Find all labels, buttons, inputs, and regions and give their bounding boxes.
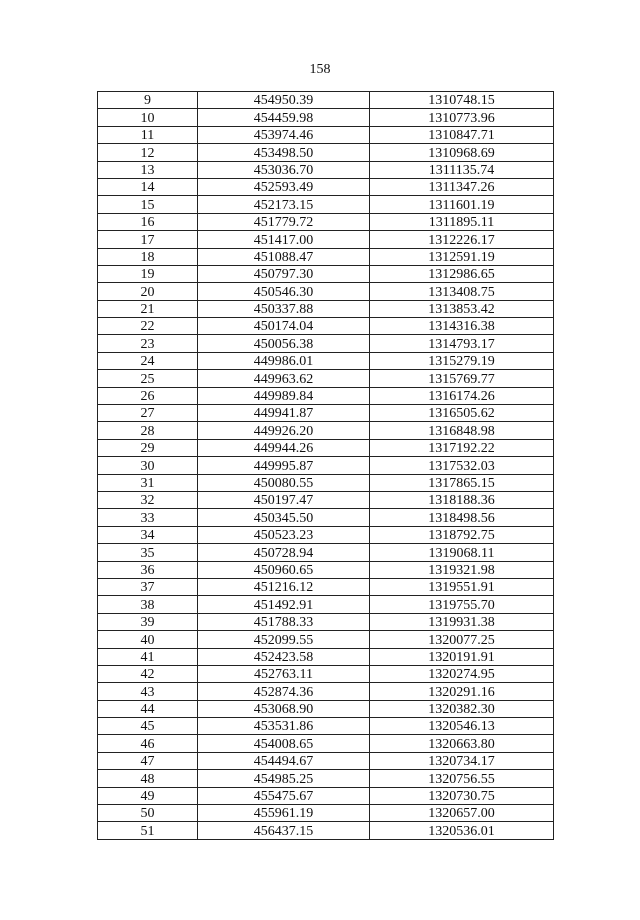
point-number-cell: 28 xyxy=(98,422,198,439)
point-number-cell: 34 xyxy=(98,526,198,543)
table-row xyxy=(98,474,554,491)
table-row xyxy=(98,787,554,804)
point-number-cell: 38 xyxy=(98,596,198,613)
table-row xyxy=(98,405,554,422)
x-coordinate-cell: 451417.00 xyxy=(198,231,370,248)
point-number-cell: 30 xyxy=(98,457,198,474)
table-row xyxy=(98,561,554,578)
table-row xyxy=(98,161,554,178)
x-coordinate-cell: 453974.46 xyxy=(198,126,370,143)
table-row xyxy=(98,822,554,839)
table-row xyxy=(98,283,554,300)
y-coordinate-cell: 1319321.98 xyxy=(370,561,554,578)
y-coordinate-cell: 1312591.19 xyxy=(370,248,554,265)
table-row xyxy=(98,457,554,474)
y-coordinate-cell: 1320382.30 xyxy=(370,700,554,717)
x-coordinate-cell: 454985.25 xyxy=(198,770,370,787)
x-coordinate-cell: 451779.72 xyxy=(198,213,370,230)
x-coordinate-cell: 449941.87 xyxy=(198,405,370,422)
x-coordinate-cell: 449944.26 xyxy=(198,439,370,456)
y-coordinate-cell: 1319551.91 xyxy=(370,578,554,595)
y-coordinate-cell: 1310968.69 xyxy=(370,144,554,161)
x-coordinate-cell: 453531.86 xyxy=(198,718,370,735)
point-number-cell: 35 xyxy=(98,544,198,561)
point-number-cell: 40 xyxy=(98,631,198,648)
y-coordinate-cell: 1316848.98 xyxy=(370,422,554,439)
point-number-cell: 12 xyxy=(98,144,198,161)
point-number-cell: 20 xyxy=(98,283,198,300)
x-coordinate-cell: 450960.65 xyxy=(198,561,370,578)
table-row xyxy=(98,491,554,508)
table-row xyxy=(98,700,554,717)
y-coordinate-cell: 1320734.17 xyxy=(370,752,554,769)
x-coordinate-cell: 450197.47 xyxy=(198,491,370,508)
y-coordinate-cell: 1320291.16 xyxy=(370,683,554,700)
point-number-cell: 39 xyxy=(98,613,198,630)
table-row xyxy=(98,231,554,248)
y-coordinate-cell: 1320274.95 xyxy=(370,665,554,682)
coordinate-table xyxy=(97,91,554,840)
x-coordinate-cell: 453498.50 xyxy=(198,144,370,161)
x-coordinate-cell: 449926.20 xyxy=(198,422,370,439)
table-row xyxy=(98,178,554,195)
point-number-cell: 9 xyxy=(98,92,198,109)
point-number-cell: 43 xyxy=(98,683,198,700)
x-coordinate-cell: 453068.90 xyxy=(198,700,370,717)
table-row xyxy=(98,370,554,387)
x-coordinate-cell: 454459.98 xyxy=(198,109,370,126)
x-coordinate-cell: 454494.67 xyxy=(198,752,370,769)
point-number-cell: 18 xyxy=(98,248,198,265)
point-number-cell: 42 xyxy=(98,665,198,682)
table-row xyxy=(98,422,554,439)
y-coordinate-cell: 1317192.22 xyxy=(370,439,554,456)
table-row xyxy=(98,126,554,143)
point-number-cell: 37 xyxy=(98,578,198,595)
y-coordinate-cell: 1320756.55 xyxy=(370,770,554,787)
y-coordinate-cell: 1314793.17 xyxy=(370,335,554,352)
point-number-cell: 11 xyxy=(98,126,198,143)
table-row xyxy=(98,665,554,682)
table-row xyxy=(98,92,554,109)
x-coordinate-cell: 451088.47 xyxy=(198,248,370,265)
x-coordinate-cell: 451492.91 xyxy=(198,596,370,613)
y-coordinate-cell: 1310773.96 xyxy=(370,109,554,126)
point-number-cell: 26 xyxy=(98,387,198,404)
point-number-cell: 22 xyxy=(98,318,198,335)
table-row xyxy=(98,335,554,352)
table-row xyxy=(98,752,554,769)
y-coordinate-cell: 1320546.13 xyxy=(370,718,554,735)
point-number-cell: 44 xyxy=(98,700,198,717)
x-coordinate-cell: 450080.55 xyxy=(198,474,370,491)
x-coordinate-cell: 452874.36 xyxy=(198,683,370,700)
x-coordinate-cell: 449986.01 xyxy=(198,352,370,369)
x-coordinate-cell: 450174.04 xyxy=(198,318,370,335)
y-coordinate-cell: 1320657.00 xyxy=(370,805,554,822)
x-coordinate-cell: 450337.88 xyxy=(198,300,370,317)
point-number-cell: 15 xyxy=(98,196,198,213)
x-coordinate-cell: 452099.55 xyxy=(198,631,370,648)
table-row xyxy=(98,196,554,213)
y-coordinate-cell: 1318498.56 xyxy=(370,509,554,526)
point-number-cell: 48 xyxy=(98,770,198,787)
table-row xyxy=(98,596,554,613)
point-number-cell: 32 xyxy=(98,491,198,508)
y-coordinate-cell: 1312226.17 xyxy=(370,231,554,248)
x-coordinate-cell: 455475.67 xyxy=(198,787,370,804)
table-row xyxy=(98,213,554,230)
y-coordinate-cell: 1318188.36 xyxy=(370,491,554,508)
table-row xyxy=(98,578,554,595)
x-coordinate-cell: 454008.65 xyxy=(198,735,370,752)
point-number-cell: 50 xyxy=(98,805,198,822)
point-number-cell: 45 xyxy=(98,718,198,735)
point-number-cell: 51 xyxy=(98,822,198,839)
x-coordinate-cell: 450797.30 xyxy=(198,265,370,282)
y-coordinate-cell: 1311347.26 xyxy=(370,178,554,195)
y-coordinate-cell: 1313408.75 xyxy=(370,283,554,300)
y-coordinate-cell: 1314316.38 xyxy=(370,318,554,335)
x-coordinate-cell: 450728.94 xyxy=(198,544,370,561)
point-number-cell: 46 xyxy=(98,735,198,752)
point-number-cell: 13 xyxy=(98,161,198,178)
point-number-cell: 36 xyxy=(98,561,198,578)
y-coordinate-cell: 1316174.26 xyxy=(370,387,554,404)
table-row xyxy=(98,526,554,543)
point-number-cell: 24 xyxy=(98,352,198,369)
y-coordinate-cell: 1311895.11 xyxy=(370,213,554,230)
y-coordinate-cell: 1319931.38 xyxy=(370,613,554,630)
y-coordinate-cell: 1310748.15 xyxy=(370,92,554,109)
y-coordinate-cell: 1320191.91 xyxy=(370,648,554,665)
table-row xyxy=(98,387,554,404)
x-coordinate-cell: 449963.62 xyxy=(198,370,370,387)
table-row xyxy=(98,718,554,735)
table-row xyxy=(98,265,554,282)
page-number: 158 xyxy=(309,62,331,77)
x-coordinate-cell: 454950.39 xyxy=(198,92,370,109)
point-number-cell: 31 xyxy=(98,474,198,491)
point-number-cell: 17 xyxy=(98,231,198,248)
x-coordinate-cell: 450523.23 xyxy=(198,526,370,543)
x-coordinate-cell: 453036.70 xyxy=(198,161,370,178)
point-number-cell: 10 xyxy=(98,109,198,126)
table-row xyxy=(98,770,554,787)
y-coordinate-cell: 1317865.15 xyxy=(370,474,554,491)
coordinate-table-body xyxy=(98,92,554,840)
x-coordinate-cell: 450345.50 xyxy=(198,509,370,526)
x-coordinate-cell: 452173.15 xyxy=(198,196,370,213)
y-coordinate-cell: 1320077.25 xyxy=(370,631,554,648)
x-coordinate-cell: 450546.30 xyxy=(198,283,370,300)
table-row xyxy=(98,300,554,317)
y-coordinate-cell: 1320730.75 xyxy=(370,787,554,804)
y-coordinate-cell: 1313853.42 xyxy=(370,300,554,317)
x-coordinate-cell: 456437.15 xyxy=(198,822,370,839)
x-coordinate-cell: 451216.12 xyxy=(198,578,370,595)
x-coordinate-cell: 452763.11 xyxy=(198,665,370,682)
table-row xyxy=(98,683,554,700)
point-number-cell: 49 xyxy=(98,787,198,804)
table-row xyxy=(98,109,554,126)
y-coordinate-cell: 1315769.77 xyxy=(370,370,554,387)
table-row xyxy=(98,318,554,335)
y-coordinate-cell: 1317532.03 xyxy=(370,457,554,474)
x-coordinate-cell: 450056.38 xyxy=(198,335,370,352)
x-coordinate-cell: 449989.84 xyxy=(198,387,370,404)
y-coordinate-cell: 1310847.71 xyxy=(370,126,554,143)
y-coordinate-cell: 1320536.01 xyxy=(370,822,554,839)
y-coordinate-cell: 1311601.19 xyxy=(370,196,554,213)
table-row xyxy=(98,648,554,665)
table-row xyxy=(98,613,554,630)
table-row xyxy=(98,544,554,561)
x-coordinate-cell: 455961.19 xyxy=(198,805,370,822)
table-row xyxy=(98,439,554,456)
y-coordinate-cell: 1311135.74 xyxy=(370,161,554,178)
point-number-cell: 27 xyxy=(98,405,198,422)
table-row xyxy=(98,735,554,752)
point-number-cell: 25 xyxy=(98,370,198,387)
point-number-cell: 29 xyxy=(98,439,198,456)
point-number-cell: 19 xyxy=(98,265,198,282)
table-row xyxy=(98,352,554,369)
point-number-cell: 23 xyxy=(98,335,198,352)
y-coordinate-cell: 1319755.70 xyxy=(370,596,554,613)
point-number-cell: 33 xyxy=(98,509,198,526)
x-coordinate-cell: 452423.58 xyxy=(198,648,370,665)
point-number-cell: 16 xyxy=(98,213,198,230)
y-coordinate-cell: 1315279.19 xyxy=(370,352,554,369)
table-row xyxy=(98,144,554,161)
table-row xyxy=(98,805,554,822)
point-number-cell: 41 xyxy=(98,648,198,665)
table-row xyxy=(98,509,554,526)
y-coordinate-cell: 1316505.62 xyxy=(370,405,554,422)
point-number-cell: 47 xyxy=(98,752,198,769)
table-row xyxy=(98,248,554,265)
x-coordinate-cell: 451788.33 xyxy=(198,613,370,630)
y-coordinate-cell: 1312986.65 xyxy=(370,265,554,282)
x-coordinate-cell: 452593.49 xyxy=(198,178,370,195)
point-number-cell: 21 xyxy=(98,300,198,317)
y-coordinate-cell: 1319068.11 xyxy=(370,544,554,561)
y-coordinate-cell: 1320663.80 xyxy=(370,735,554,752)
x-coordinate-cell: 449995.87 xyxy=(198,457,370,474)
point-number-cell: 14 xyxy=(98,178,198,195)
table-row xyxy=(98,631,554,648)
y-coordinate-cell: 1318792.75 xyxy=(370,526,554,543)
